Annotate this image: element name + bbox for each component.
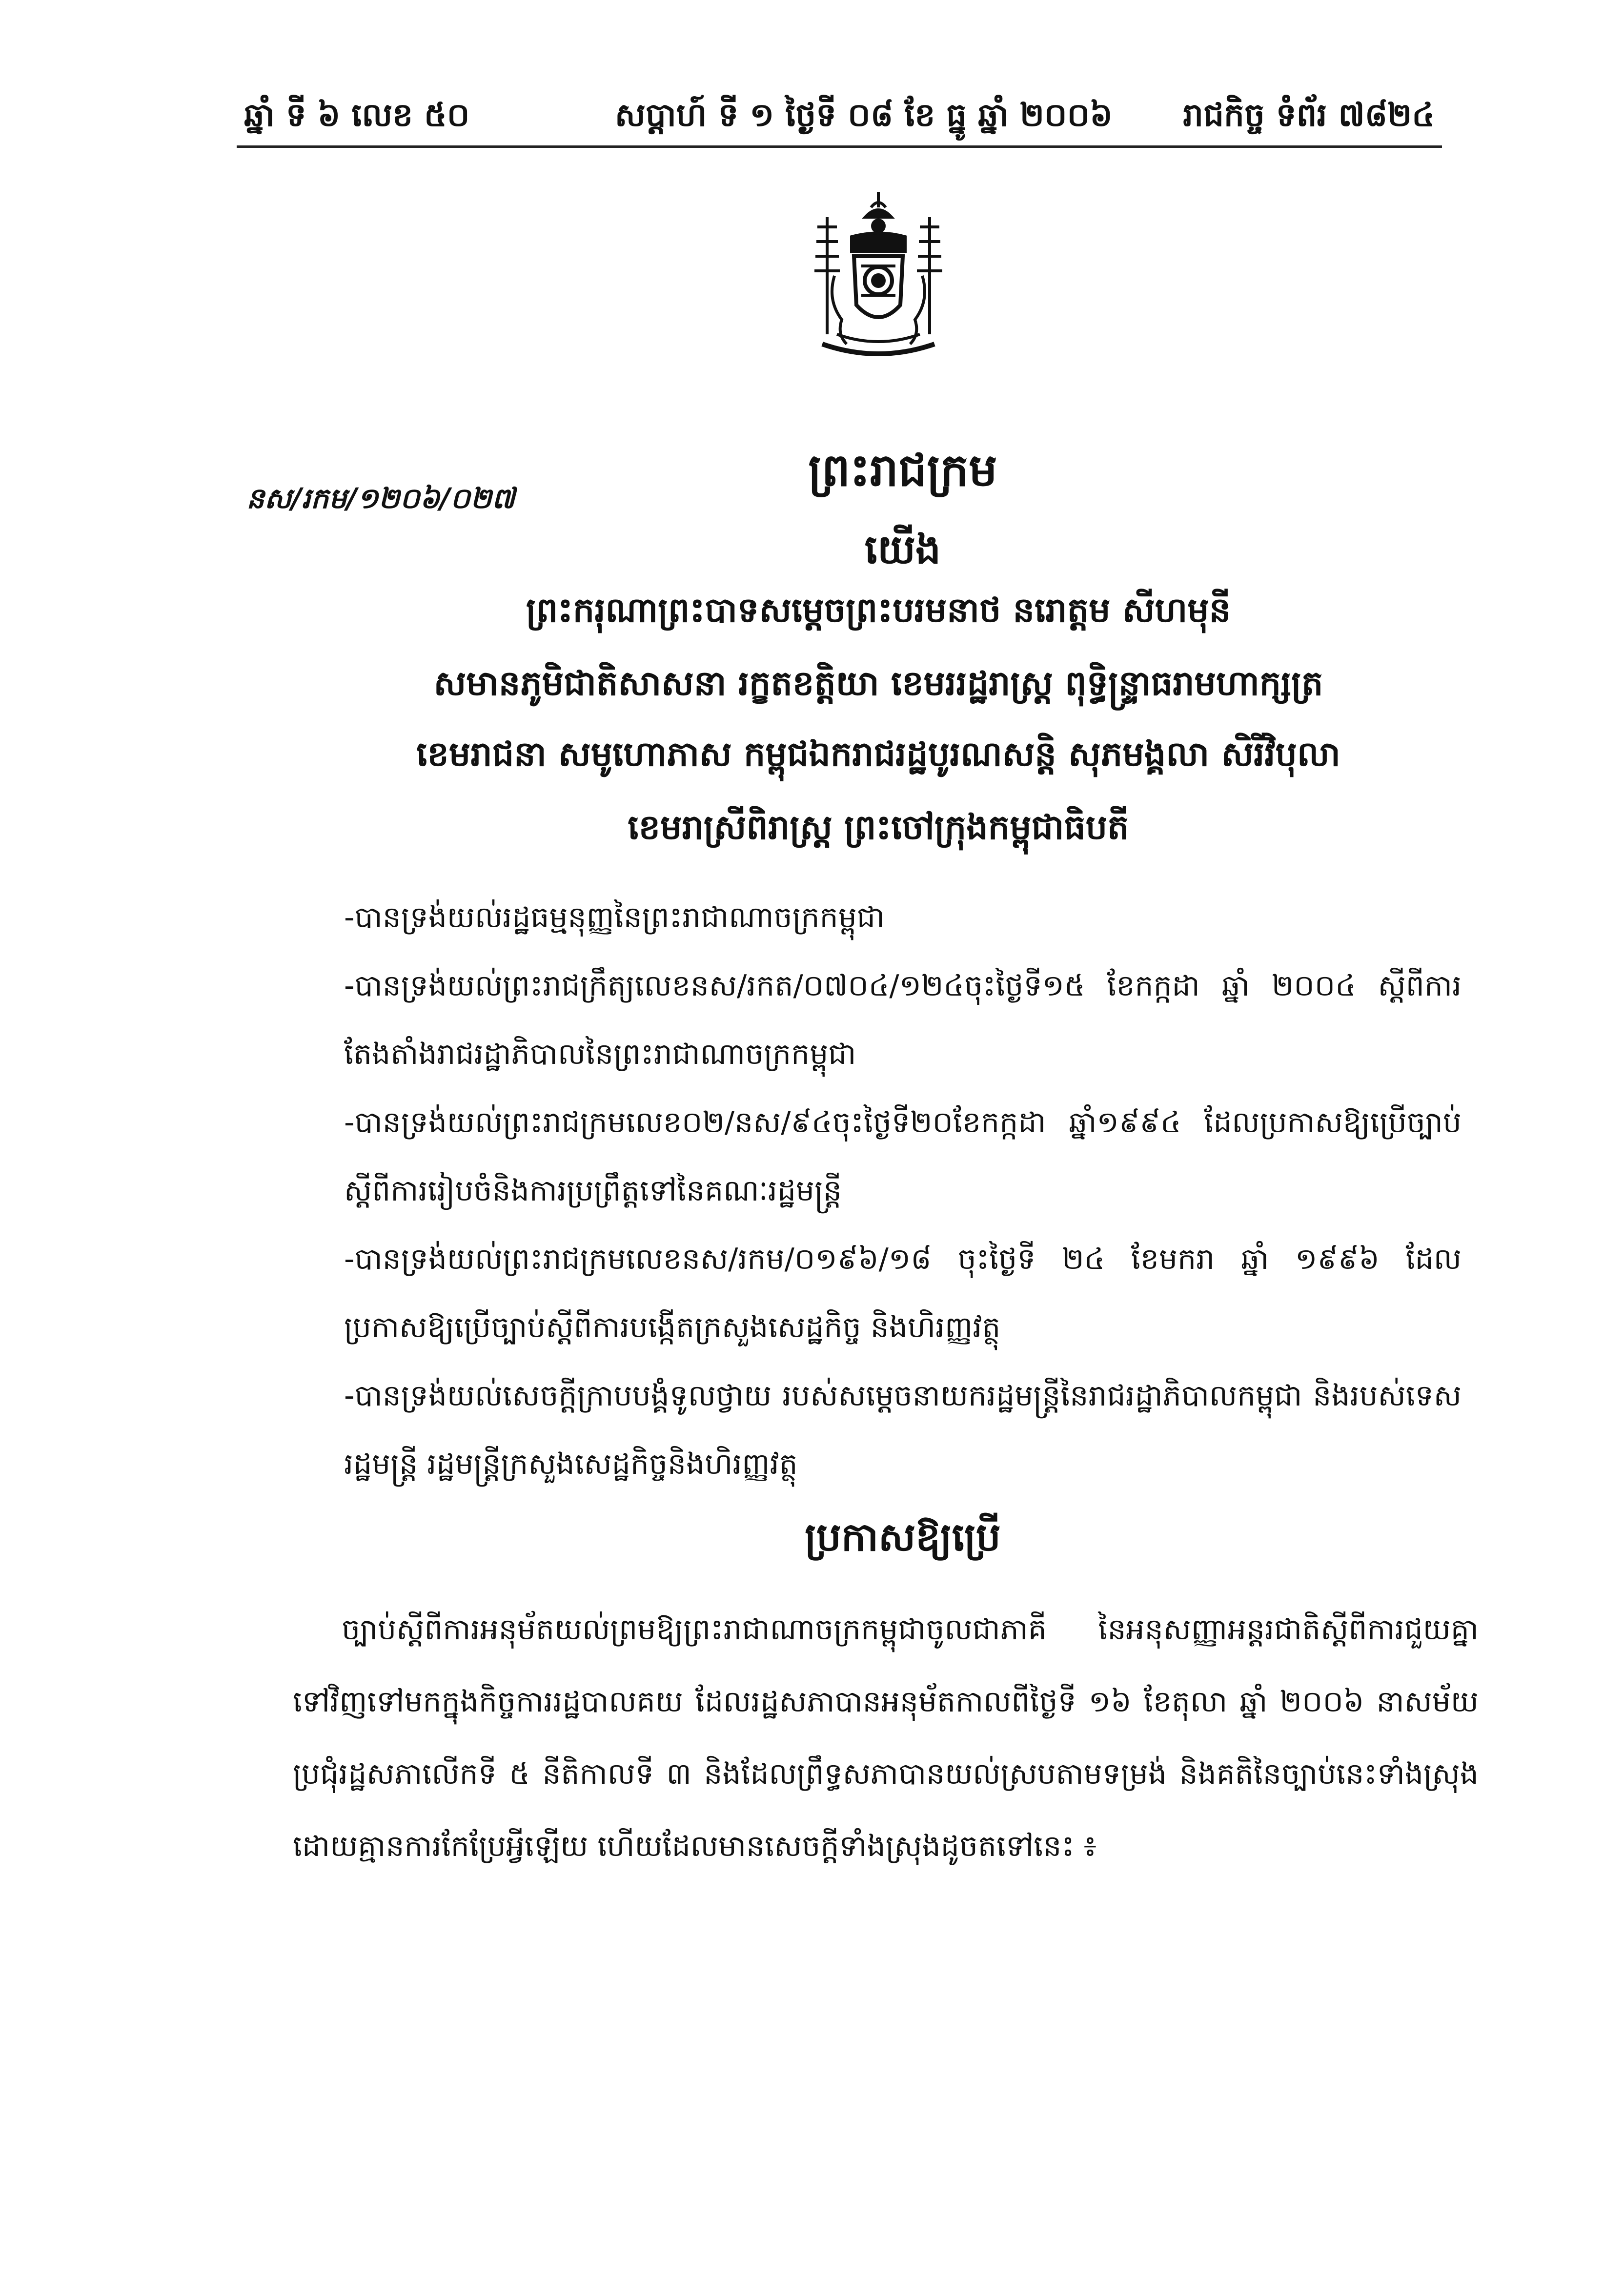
decree-reference-number: នស/រកម/១២០៦/០២៧ <box>246 482 515 515</box>
king-title-line: សមានភូមិជាតិសាសនា រក្ខតខត្តិយា ខេមររដ្ឋរាស្ត្រ ពុទ្ធិន្ទ្រាធរាមហាក្សត្រ <box>433 663 1323 703</box>
promulgate-heading: ប្រកាសឱ្យប្រើ <box>805 1514 1001 1560</box>
consideration-item: -បានទ្រង់យល់សេចក្តីក្រាបបង្គំទូលថ្វាយ របស់សម្តេចនាយករដ្ឋមន្ត្រីនៃរាជរដ្ឋាភិបាលកម្ពុជា និងរបស់ទេសរដ្ឋមន្ត្រី រដ្ឋមន្ត្រីក្រសួងសេដ្ឋកិច្ចនិងហិរញ្ញវត្ថុ <box>344 1379 1462 1481</box>
header-divider <box>237 145 1442 148</box>
consideration-item: -បានទ្រង់យល់ព្រះរាជក្រមលេខ០២/នស/៩៤ចុះថ្ងៃទី២០ខែកក្កដា ឆ្នាំ១៩៩៤ ដែលប្រកាសឱ្យប្រើច្បាប់ស្តីពីការរៀបចំនិងការប្រព្រឹត្តទៅនៃគណៈរដ្ឋមន្ត្រី <box>344 1105 1462 1208</box>
king-title-line: ខេមរាជនា សមូហោភាស កម្ពុជឯករាជរដ្ឋបូរណសន្តិ សុភមង្គលា សិរីវិបុលា <box>416 734 1340 774</box>
issue-date: សប្តាហ៍ ទី ១ ថ្ងៃទី ០៨ ខែ ធ្នូ ឆ្នាំ ២០០៦ <box>615 96 1113 134</box>
consideration-item: -បានទ្រង់យល់ព្រះរាជក្រមលេខនស/រកម/០១៩៦/១៨ ចុះថ្ងៃទី ២៤ ខែមករា ឆ្នាំ ១៩៩៦ ដែលប្រកាសឱ្យប្រើច្បាប់ស្តីពីការបង្កើតក្រសួងសេដ្ឋកិច្ច និងហិរញ្ញវត្ថុ <box>344 1242 1462 1345</box>
consideration-item: -បានទ្រង់យល់ព្រះរាជក្រឹត្យលេខនស/រកត/០៧០៤/១២៤ចុះថ្ងៃទី១៥ ខែកក្កដា ឆ្នាំ ២០០៤ ស្តីពីការតែងតាំងរាជរដ្ឋាភិបាលនៃព្រះរាជាណាចក្រកម្ពុជា <box>344 969 1462 1071</box>
law-description-paragraph: ច្បាប់ស្តីពីការអនុម័តយល់ព្រមឱ្យព្រះរាជាណាចក្រកម្ពុជាចូលជាភាគី នៃអនុសញ្ញាអន្តរជាតិស្តីពីការជួយគ្នាទៅវិញទៅមកក្នុងកិច្ចការរដ្ឋបាលគយ ដែលរដ្ឋសភាបានអនុម័តកាលពីថ្ងៃទី ១៦ ខែតុលា ឆ្នាំ ២០០៦ នាសម័យប្រជុំរដ្ឋសភាលើកទី ៥ នីតិកាលទី ៣ និងដែលព្រឹទ្ធសភាបានយល់ស្របតាមទម្រង់ និងគតិនៃច្បាប់នេះទាំងស្រុង ដោយគ្មានការកែប្រែអ្វីឡើយ ហើយដែលមានសេចក្តីទាំងស្រុងដូចតទៅនេះ ៖ <box>293 1612 1479 1863</box>
considerations-list <box>344 883 1462 1498</box>
consideration-item: -បានទ្រង់យល់រដ្ឋធម្មនុញ្ញនៃព្រះរាជាណាចក្រកម្ពុជា <box>344 900 885 935</box>
king-title-line: ព្រះករុណាព្រះបាទសម្តេចព្រះបរមនាថ នរោត្តម សីហមុនី <box>526 590 1231 630</box>
page-number: រាជកិច្ច ទំព័រ ៧៨២៤ <box>1183 96 1435 134</box>
royal-arms-icon <box>808 188 949 364</box>
decree-title: ព្រះរាជក្រម <box>808 444 997 496</box>
gazette-header <box>244 95 1435 139</box>
king-title-line: ខេមរាស្រីពិរាស្ត្រ ព្រះចៅក្រុងកម្ពុជាធិបតី <box>628 807 1129 847</box>
we-heading: យើង <box>864 527 941 573</box>
issue-number: ឆ្នាំ ទី ៦ លេខ ៥០ <box>244 96 470 134</box>
